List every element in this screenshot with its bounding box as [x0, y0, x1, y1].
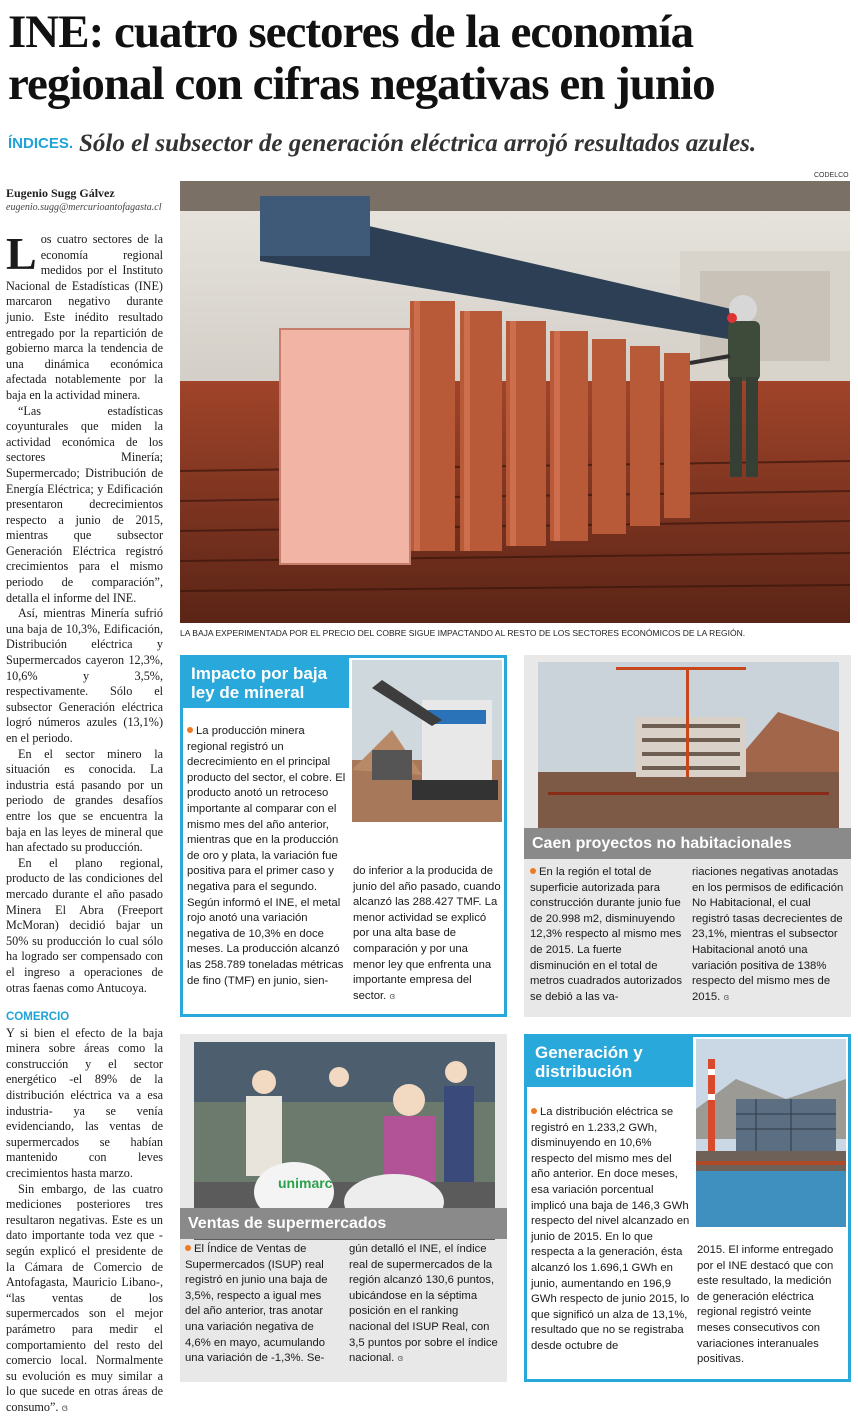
section-label-comercio: COMERCIO — [6, 1011, 70, 1024]
energy-infobox — [524, 1034, 851, 1382]
energy-text-col1: La distribución eléctrica se registró en 1.233,2 GWh, disminuyendo en 10,6% respecto del mismo mes del año anterior. En doce meses, esa variación porcentual implicó una baja de 146,3 GWh respecto del nivel alcanzado en junio de 2015. En lo que respecta a la generación, ésta alcanzó los 1.696,1 GWh en junio, aumentando en 196,9 GWh respecto de junio 2015, lo que significó un alza de 13,1%, resultado que no se registraba desde octubre de — [531, 1106, 690, 1352]
construction-box-title: Caen proyectos no habitacionales — [524, 828, 851, 859]
kicker-label: ÍNDICES. — [8, 135, 74, 152]
article-paragraph: En el sector minero la situación es conocida. La industria está pasando por un periodo de grandes desafíos entre los que se encuentra la baja en las leyes de mineral que han afectado su producción. — [6, 746, 163, 855]
article-body — [6, 228, 163, 1414]
bullet-icon — [530, 868, 536, 874]
photo-credit: CODELCO — [814, 172, 849, 179]
end-mark-icon: ɞ — [61, 1402, 69, 1414]
article-paragraph: En el plano regional, producto de las condiciones del mercado durante el año pasado Minera El Abra (Freeport McMoran) decidió bajar un 50% su producción lo cual sólo ha logrado ser compensado con el ingreso a operaciones de otras faenas como Antucoya. — [6, 855, 163, 995]
construction-text-col1: En la región el total de superficie autorizada para construcción durante junio fue de 20.998 m2, disminuyendo 12,3% respecto al mismo mes de 2015. La fuerte disminución en el total de metros cuadrados autorizados se debió a las va- — [530, 866, 682, 1003]
bullet-icon — [531, 1108, 537, 1114]
article-paragraph: “Las estadísticas coyunturales que miden la actividad económica de los sectores Minería; Supermercado; Distribución de Energía Eléctrica; y Edificación presentaron decrecimientos respecto a junio de 2015, mientras que subsector Generación Eléctrica registró crecimientos para el mismo periodo de comparación”, detalla el informe del INE. — [6, 403, 163, 605]
article-paragraph: Los cuatro sectores de la economía regional medidos por el Instituto Nacional de Estadísticas (INE) marcaron negativo durante junio. Este inédito resultado entregado por la repartición de gobierno marca la tendencia de una dinámica económica afectada notablemente por la baja en la actividad minera. — [6, 228, 163, 402]
construction-text-col2: riaciones negativas anotadas en los permisos de edificación No Habitacional, el cual registró tasas decrecientes de 23,1%, mientras el subsector Habitacional anotó una variación positiva de 138% respecto del mismo mes de 2015. ɞ — [692, 866, 844, 1003]
energy-text-col2: 2015. El informe entregado por el INE destacó que con este resultado, la medición de generación eléctrica regional registró veinte meses consecutivos con variaciones interanuales positivas. — [697, 1244, 834, 1366]
article-paragraph: Sin embargo, de las cuatro mediciones posteriores tres resultaron negativas. Este es un dato importante toda vez que -según explicó el presidente de la Cámara de Comercio de Antofagasta, Mauricio Libano-, “las ventas de los supermercados son el mejor parámetro para medir el comportamiento del resto del comercio local. Normalmente su evolución es muy similar a lo que sucede en otras áreas de consumo”. ɞ — [6, 1181, 163, 1414]
mining-box-title: Impacto por baja ley de mineral — [183, 658, 349, 708]
author-name: Eugenio Sugg Gálvez — [6, 186, 115, 200]
supermarket-text-col2: gún detalló el INE, el índice real de supermercados de la región alcanzó 130,6 puntos, ubicándose en la séptima posición en el ranking nacional del ISUP Real, con 3,5 puntos por sobre el índice nacional. ɞ — [349, 1243, 498, 1365]
supermarket-text-col1: El Índice de Ventas de Supermercados (ISUP) real registró en junio una baja de 3,5%, respecto a igual mes del año anterior, tras anotar una variación negativa de 4,6% en mayo, acumulando una variación de -1,3%. Se- — [185, 1243, 328, 1365]
mining-infobox — [180, 655, 507, 1017]
article-paragraph: Y si bien el efecto de la baja minera sobre áreas como la construcción y el sector energético -el 89% de la distribución eléctrica va a esa industria- ya se venía evidenciando, las ventas de supermercados se habían mantenido con leves crecimientos hasta marzo. — [6, 1025, 163, 1181]
bullet-icon — [187, 727, 193, 733]
end-mark-icon: ɞ — [389, 991, 396, 1002]
photo-caption: LA BAJA EXPERIMENTADA POR EL PRECIO DEL COBRE SIGUE IMPACTANDO AL RESTO DE LOS SECTORES ECONÓMICOS DE LA REGIÓN. — [180, 628, 746, 638]
author-email[interactable]: eugenio.sugg@mercurioantofagasta.cl — [6, 202, 162, 213]
mining-shovel-photo — [352, 660, 502, 822]
bag-logo-text: unimarc — [278, 1175, 333, 1191]
end-mark-icon: ɞ — [723, 992, 730, 1003]
bullet-icon — [185, 1245, 191, 1251]
copper-plant-photo — [180, 181, 850, 623]
supermarket-infobox — [180, 1034, 507, 1382]
headline: INE: cuatro sectores de la economía regional con cifras negativas en junio — [8, 6, 715, 110]
mining-text-col1: La producción minera regional registró un decrecimiento en el principal producto del sector, el cobre. El producto anotó un retroceso importante al comparar con el mismo mes del año anterior, mientras que en la producción de oro y plata, la variación fue positiva para el primer caso y negativa para el segundo. Según informó el INE, el metal rojo anotó una variación negativa de 10,3% en doce meses. La producción alcanzó las 258.789 toneladas métricas de fino (TMF) en junio, sien- — [187, 725, 346, 987]
power-plant-photo — [696, 1039, 846, 1227]
mining-text-col2: do inferior a la producida de junio del año pasado, cuando alcanzó las 288.427 TMF. La menor actividad se explicó por una alta base de comparación y por una menor ley que enfrenta una importante empresa del sector. ɞ — [353, 865, 501, 1002]
subheadline — [8, 130, 854, 162]
end-mark-icon: ɞ — [397, 1354, 404, 1365]
subheadline-text: Sólo el subsector de generación eléctrica arrojó resultados azules. — [79, 130, 757, 157]
energy-box-title: Generación y distribución — [527, 1037, 693, 1087]
article-paragraph: Así, mientras Minería sufrió una baja de 10,3%, Edificación, Distribución eléctrica y Supermercados cayeron 12,3%, 10,6% y 3,5%, respectivamente. Sólo el subsector Generación eléctrica logró números azules (13,1%) en el periodo. — [6, 606, 163, 745]
construction-infobox — [524, 655, 851, 1017]
construction-site-photo — [538, 662, 839, 830]
supermarket-box-title: Ventas de supermercados — [180, 1208, 507, 1239]
drop-cap: L — [6, 228, 37, 279]
